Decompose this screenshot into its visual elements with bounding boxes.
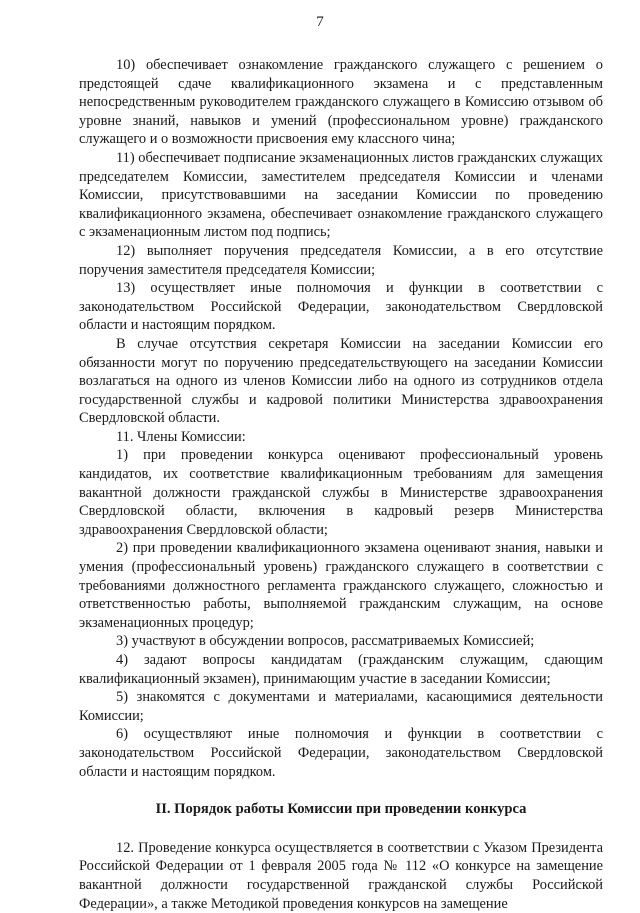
paragraph-secretary-absence: В случае отсутствия секретаря Комиссии на заседании Комиссии его обязанности могут по поручению председательствующего на заседании Комиссии возлагаться на одного из членов Комиссии либо на одного из сотрудников отдела государственной службы и кадровой политики Министерства здравоохранения Свердловской области. — [79, 335, 603, 427]
page-number: 7 — [316, 14, 324, 30]
paragraph-clause-12: 12. Проведение конкурса осуществляется в соответствии с Указом Президента Российской Федерации от 1 февраля 2005 года № 112 «О конкурсе на замещение вакантной должности государственной гражданской службы Российской Федерации», а также Методикой проведения конкурсов на замещение — [79, 839, 603, 912]
document-body — [79, 56, 603, 913]
paragraph-clause-11-heading: 11. Члены Комиссии: — [116, 428, 246, 445]
paragraph-members-6: 6) осуществляют иные полномочия и функции в соответствии с законодательством Российской Федерации, законодательством Свердловской области и настоящим порядком. — [79, 726, 603, 780]
paragraph-members-4: 4) задают вопросы кандидатам (гражданским служащим, сдающим квалификационный экзамен), принимающим участие в заседании Комиссии; — [79, 652, 603, 687]
paragraph-members-3: 3) участвуют в обсуждении вопросов, рассматриваемых Комиссией; — [116, 633, 535, 650]
paragraph-item-12: 12) выполняет поручения председателя Комиссии, а в его отсутствие поручения заместителя председателя Комиссии; — [79, 242, 603, 278]
paragraph-members-5: 5) знакомятся с документами и материалами, касающимися деятельности Комиссии; — [79, 689, 603, 724]
paragraph-members-1: 1) при проведении конкурса оценивают профессиональный уровень кандидатов, их соответствие квалификационным требованиям для замещения вакантной должности гражданской службы в Министерстве здравоохранения Свердловской области, включения в кадровый резерв Министерства здравоохранения Свердловской области; — [79, 447, 603, 538]
paragraph-item-13: 13) осуществляет иные полномочия и функции в соответствии с законодательством Российской Федерации, законодательством Свердловской области и настоящим порядком. — [79, 280, 603, 334]
paragraph-item-11: 11) обеспечивает подписание экзаменационных листов гражданских служащих председателем Комиссии, заместителем председателя Комиссии и членами Комиссии, присутствовавшими на заседании Комиссии по проведению квалификационного экзамена, обеспечивает ознакомление гражданского служащего с экзаменационным листом под подпись; — [79, 149, 603, 241]
paragraph-item-10: 10) обеспечивает ознакомление гражданского служащего с решением о предстоящей сдаче квалификационного экзамена и с представленным непосредственным руководителем гражданского служащего в Комиссию отзывом об уровне знаний, навыков и умений (профессиональном уровне) гражданского служащего и о возможности присвоения ему классного чина; — [79, 57, 603, 148]
paragraph-members-2: 2) при проведении квалификационного экзамена оценивают знания, навыки и умения (профессиональный уровень) гражданского служащего в соответствии с требованиями должностного регламента гражданского служащего, сложностью и ответственностью работы, выполняемой гражданским служащим, на основе экзаменационных процедур; — [79, 540, 603, 631]
section-heading: II. Порядок работы Комиссии при проведении конкурса — [155, 801, 527, 818]
